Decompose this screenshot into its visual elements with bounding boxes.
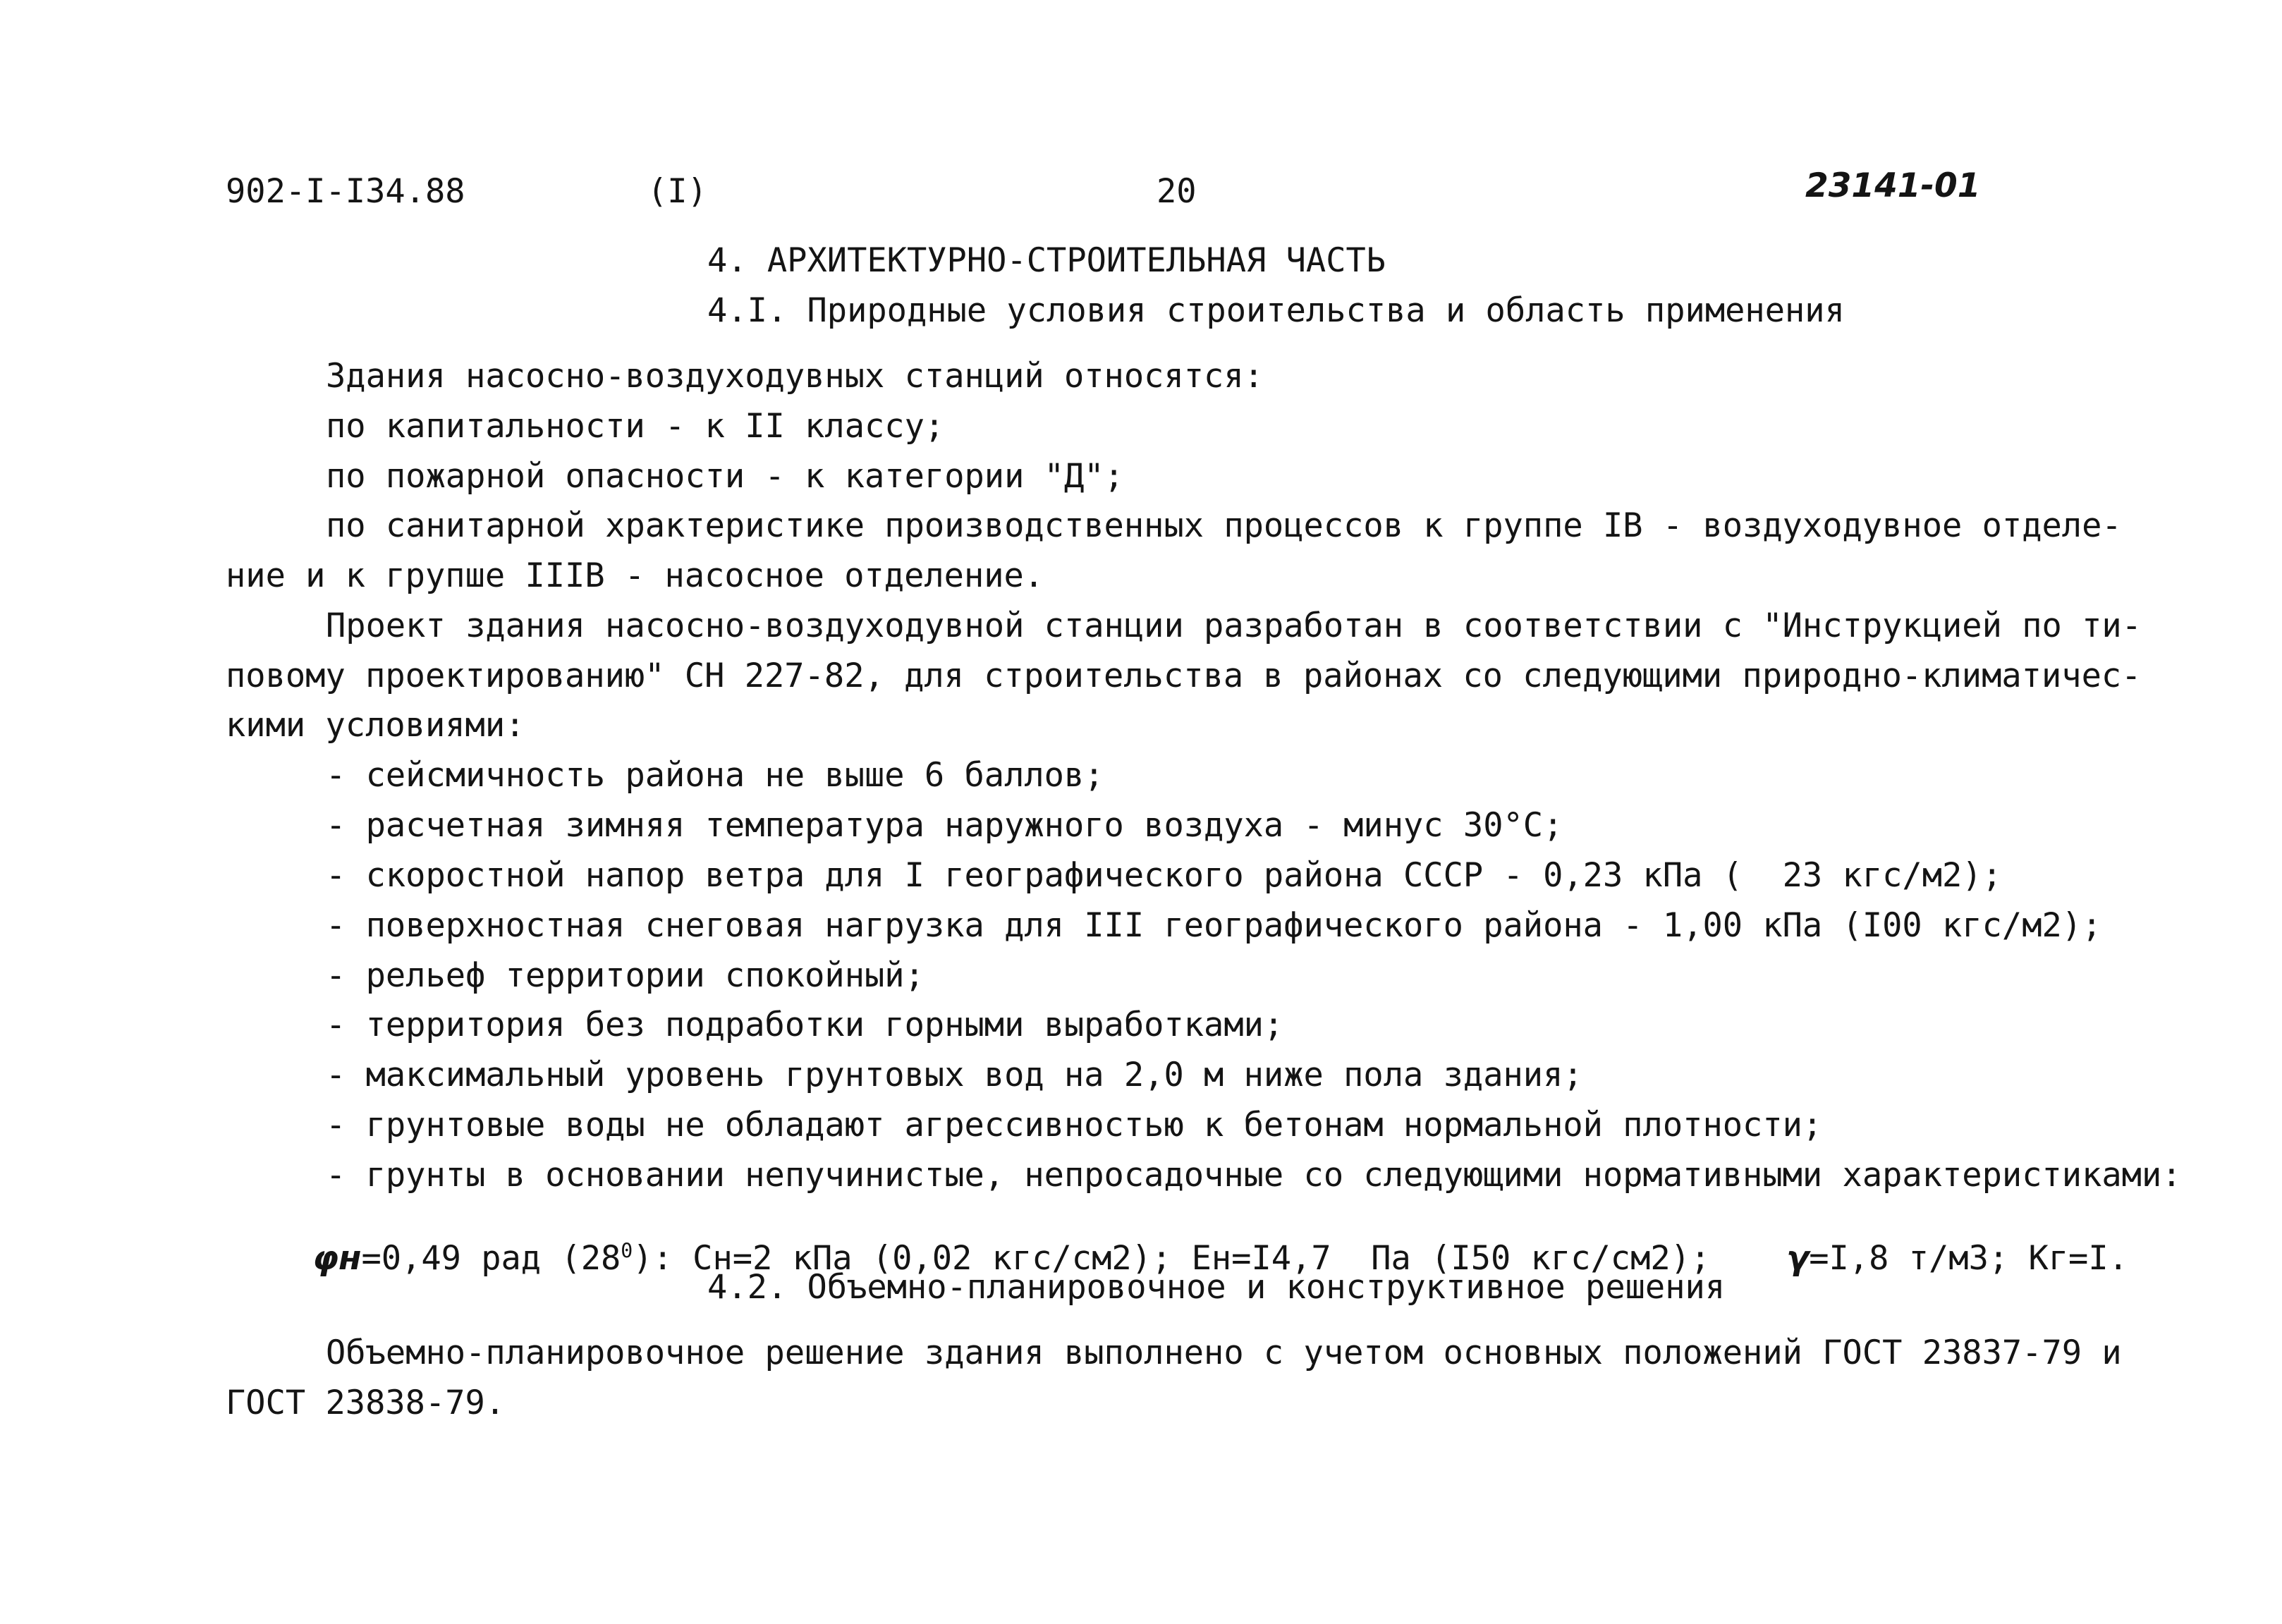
paragraph-line: кими условиями: xyxy=(226,706,525,745)
page-number: 20 xyxy=(1157,172,1197,211)
degree-symbol: 0 xyxy=(621,1239,633,1263)
paragraph-line: Объемно-планировочное решение здания выполнено с учетом основных положений ГОСТ 23837-79 и xyxy=(326,1333,2122,1372)
doc-code: 902-I-I34.88 xyxy=(226,172,465,211)
doc-part: (I) xyxy=(647,172,707,211)
paragraph-line: повому проектированию" СН 227-82, для строительства в районах со следующими природно-климатичес- xyxy=(226,657,2142,695)
condition-item: - скоростной напор ветра для I географического района СССР - 0,23 кПа ( 23 кгс/м2); xyxy=(326,856,2002,895)
paragraph-line: Здания насосно-воздуходувных станций относятся: xyxy=(326,357,1264,396)
gamma-formula xyxy=(1707,1209,2128,1308)
paragraph-line: ГОСТ 23838-79. xyxy=(226,1384,506,1422)
paragraph-line: Проект здания насосно-воздуходувной станции разработан в соответствии с "Инструкцией по ти- xyxy=(326,606,2142,645)
paragraph-line: ние и к групше IIIВ - насосное отделение. xyxy=(226,556,1044,595)
paragraph-line: по санитарной храктеристике производственных процессов к группе IВ - воздуходувное отделе- xyxy=(326,506,2122,545)
condition-item: - поверхностная снеговая нагрузка для III географического района - 1,00 кПа (I00 кгс/м2); xyxy=(326,906,2102,945)
section-title: 4. АРХИТЕКТУРНО-СТРОИТЕЛЬНАЯ ЧАСТЬ xyxy=(707,241,1386,280)
condition-item: - грунты в основании непучинистые, непросадочные со следующими нормативными характеристиками: xyxy=(326,1156,2182,1195)
handwritten-stamp: 23141-01 xyxy=(1805,166,1981,205)
gamma-symbol: γ xyxy=(1786,1239,1810,1278)
condition-item: - территория без подработки горными выработками; xyxy=(326,1006,1284,1044)
phi-symbol: φн xyxy=(312,1239,362,1278)
condition-item: - максимальный уровень грунтовых вод на 2,0 м ниже пола здания; xyxy=(326,1056,1583,1094)
gamma-value: =I,8 т/м3; Кг=I. xyxy=(1809,1239,2128,1278)
condition-item: - грунтовые воды не обладают агрессивностью к бетонам нормальной плотности; xyxy=(326,1106,1823,1144)
condition-item: - расчетная зимняя температура наружного воздуха - минус 30°С; xyxy=(326,806,1563,845)
section-subtitle: 4.I. Природные условия строительства и область применения xyxy=(707,291,1845,330)
c-e-values: ): Сн=2 кПа (0,02 кгс/см2); Ен=I4,7 Па (I50 кгс/см2); xyxy=(633,1239,1711,1278)
condition-item: - рельеф территории спокойный; xyxy=(326,956,925,995)
condition-item: - сейсмичность района не выше 6 баллов; xyxy=(326,756,1104,795)
paragraph-line: по пожарной опасности - к категории "Д"; xyxy=(326,457,1124,496)
phi-value: =0,49 рад (28 xyxy=(361,1239,621,1278)
paragraph-line: по капитальности - к II классу; xyxy=(326,407,945,446)
section2-title: 4.2. Объемно-планировочное и конструктивное решения xyxy=(707,1268,1726,1307)
